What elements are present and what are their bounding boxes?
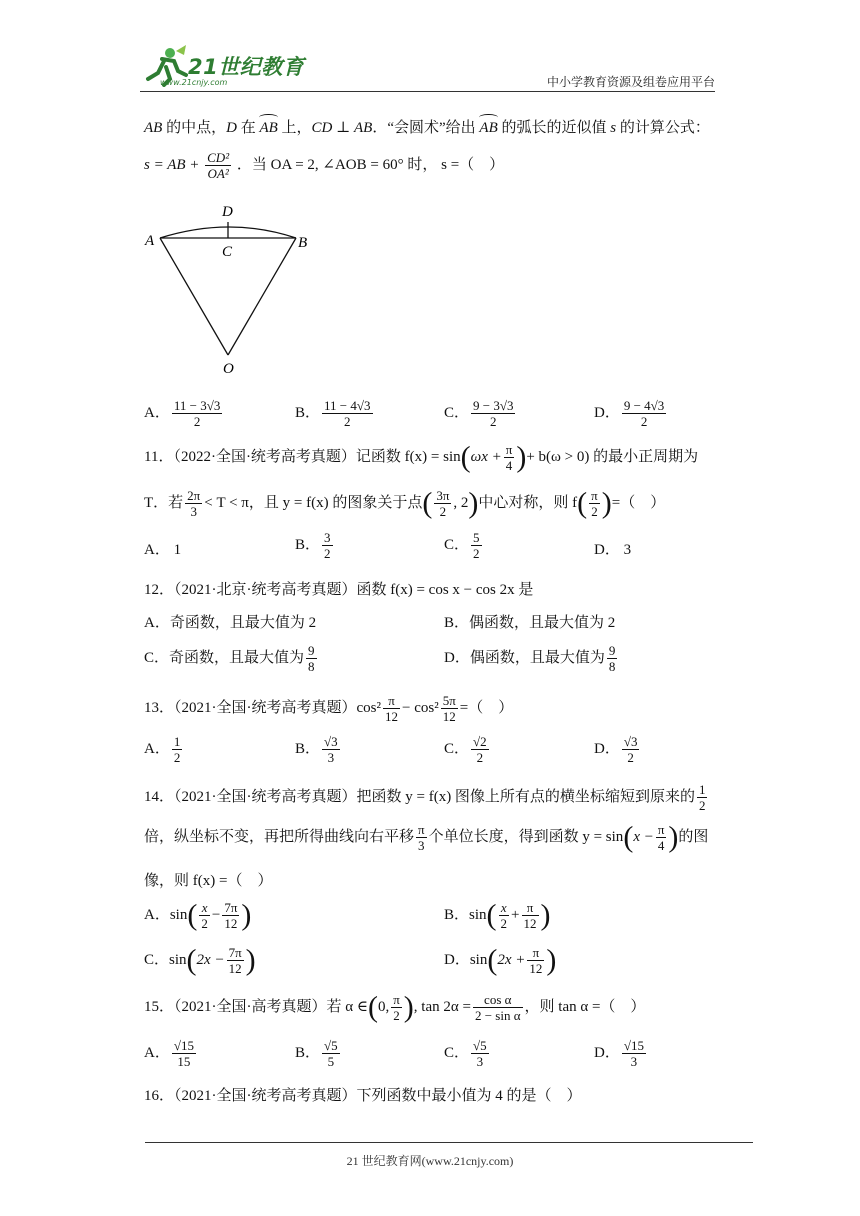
q15-option-c[interactable]: C． $\frac{√5}{3}$: [444, 1038, 487, 1069]
q14-option-b[interactable]: B．sin( $\frac{x}{2}$ + $\frac{\pi}{12}$ ): [444, 898, 551, 932]
header-right-text: 中小学教育资源及组卷应用平台: [546, 75, 715, 89]
header: [140, 45, 715, 93]
q14-option-a[interactable]: A．sin( $\frac{x}{2}$ − $\frac{7\pi}{12}$ ): [144, 898, 252, 932]
q15-option-a[interactable]: A． $\frac{√15}{15}$: [144, 1038, 194, 1069]
q11-stem-line1: 11．（2022·全国·统考高考真题）记函数 f(x) = sin(ωx + $\frac{\pi}{4}$ )+ b(ω > 0) 的最小正周期为: [144, 440, 699, 474]
logo-text: 21世纪教育: [188, 55, 305, 79]
q12-option-c[interactable]: C．奇函数，且最大值为 $\frac{9}{8}$: [144, 643, 315, 674]
q12-option-b[interactable]: B．偶函数，且最大值为 2: [444, 615, 616, 631]
q13-stem: 13．（2021·全国·统考高考真题）cos² $\frac{\pi}{12}$ − cos² $\frac{5\pi}{12}$ =（ ）: [144, 693, 514, 724]
q11-option-a[interactable]: A． 1: [144, 542, 182, 558]
q10-option-b[interactable]: B． $\frac{11 - 4√3}{2}$: [295, 398, 371, 429]
q15-option-b[interactable]: B． $\frac{√5}{5}$: [295, 1038, 338, 1069]
q12-option-d[interactable]: D．偶函数，且最大值为 $\frac{9}{8}$: [444, 643, 616, 674]
footer-rule: [145, 1142, 753, 1143]
q15-option-d[interactable]: D． $\frac{√15}{3}$: [594, 1038, 644, 1069]
sector-figure: [140, 200, 320, 380]
q12-option-a[interactable]: A．奇函数，且最大值为 2: [144, 615, 317, 631]
q16-stem: 16．（2021·全国·统考高考真题）下列函数中最小值为 4 的是（ ）: [144, 1088, 582, 1104]
q15-stem: 15．（2021·全国·高考真题）若 α ∈(0, $\frac{\pi}{2}$ ), tan 2α = $\frac{\text{cos α}}{\text{2 − sin α}}$ ，则 tan α =（ ）: [144, 990, 646, 1024]
q10-option-d[interactable]: D． $\frac{9 - 4√3}{2}$: [594, 398, 665, 429]
logo-url: www.21cnjy.com: [160, 78, 228, 87]
label-C: C: [222, 244, 233, 260]
q13-option-a[interactable]: A． $\frac{1}{2}$: [144, 734, 181, 765]
q13-option-d[interactable]: D． $\frac{√3}{2}$: [594, 734, 638, 765]
q13-option-c[interactable]: C． $\frac{√2}{2}$: [444, 734, 487, 765]
q10-line1: AB 的中点，D 在 AB 上，CD ⊥ AB．“会圆术”给出 AB 的弧长的近似值 s 的计算公式：: [144, 120, 710, 136]
q11-option-d[interactable]: D． 3: [594, 542, 632, 558]
q11-option-b[interactable]: B． $\frac{3}{2}$: [295, 530, 331, 561]
label-B: B: [298, 235, 308, 251]
label-O: O: [223, 361, 234, 377]
q14-option-d[interactable]: D．sin(2x + $\frac{\pi}{12}$ ): [444, 943, 557, 977]
q14-line1: 14．（2021·全国·统考高考真题）把函数 y = f(x) 图像上所有点的横坐标缩短到原来的 $\frac{1}{2}$: [144, 782, 706, 813]
q10-formula: s = AB + $\frac{\text{CD²}}{\text{OA²}}$ ．当 OA = 2, ∠AOB = 60° 时， s =（ ）: [144, 150, 505, 181]
q14-option-c[interactable]: C．sin(2x − $\frac{7\pi}{12}$ ): [144, 943, 256, 977]
q10-option-c[interactable]: C． $\frac{9 - 3√3}{2}$: [444, 398, 514, 429]
label-D: D: [222, 204, 233, 220]
label-A: A: [145, 233, 155, 249]
q12-stem: 12．（2021·北京·统考高考真题）函数 f(x) = cos x − cos 2x 是: [144, 582, 534, 598]
header-rule: [140, 91, 715, 92]
q10-option-a[interactable]: A． $\frac{11 - 3√3}{2}$: [144, 398, 221, 429]
q14-line2: 倍，纵坐标不变，再把所得曲线向右平移 $\frac{\pi}{3}$ 个单位长度，得到函数 y = sin(x − $\frac{\pi}{4}$ )的图: [144, 820, 709, 854]
q11-option-c[interactable]: C． $\frac{5}{2}$: [444, 530, 480, 561]
q13-option-b[interactable]: B． $\frac{√3}{3}$: [295, 734, 338, 765]
q11-stem-line2: T．若 $\frac{2\pi}{3}$ < T < π，且 y = f(x) 的图象关于点( $\frac{3\pi}{2}$ , 2)中心对称，则 f( $\frac{\pi}{2}$ )=（ ）: [144, 486, 666, 520]
q14-line3: 像，则 f(x) =（ ）: [144, 873, 273, 889]
footer-text: 21 世纪教育网(www.21cnjy.com): [346, 1154, 514, 1168]
